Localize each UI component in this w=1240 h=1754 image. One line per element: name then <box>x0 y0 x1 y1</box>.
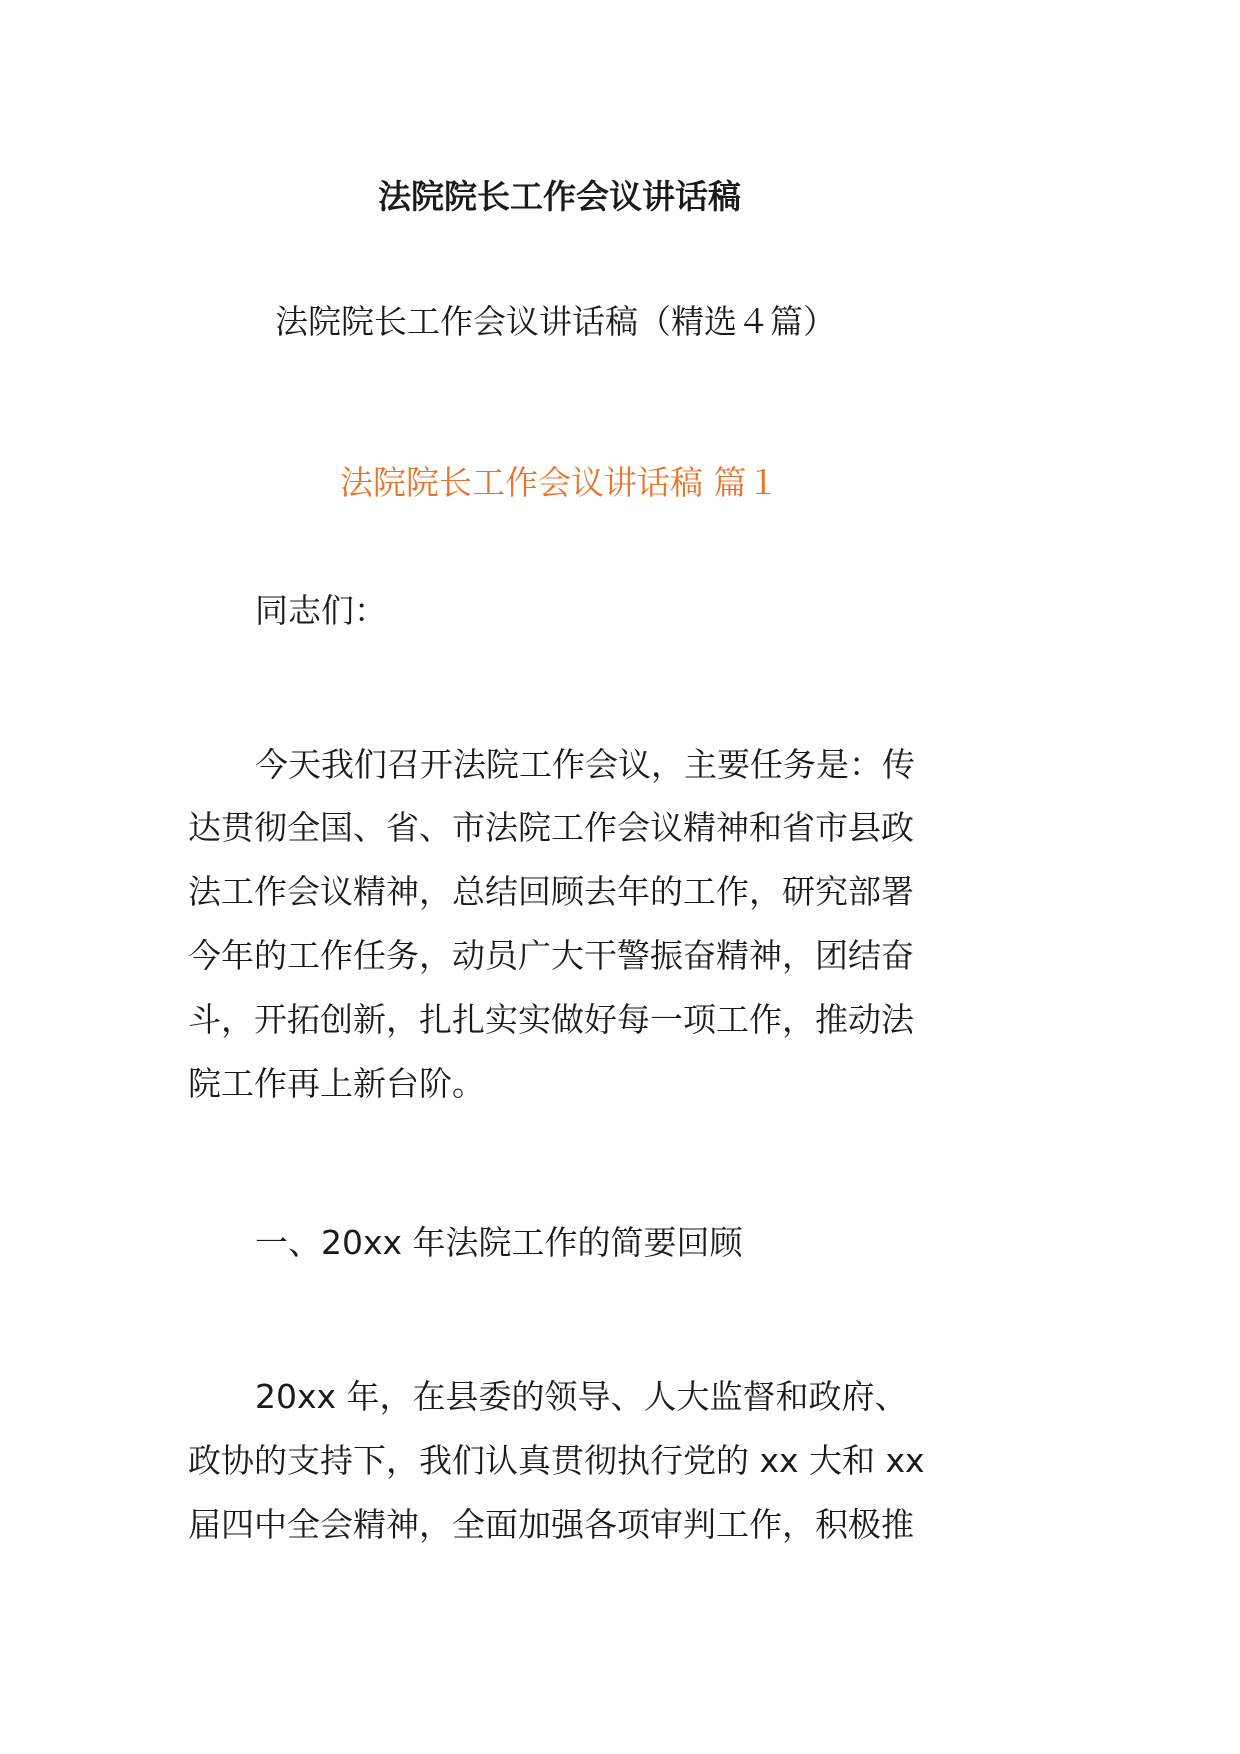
paragraph-line: 今年的工作任务，动员广大干警振奋精神，团结奋 <box>188 936 914 975</box>
document-title: 法院院长工作会议讲话稿 <box>378 177 741 216</box>
paragraph-line: 届四中全会精神，全面加强各项审判工作，积极推 <box>188 1505 914 1544</box>
paragraph-line: 斗，开拓创新，扎扎实实做好每一项工作，推动法 <box>188 1000 914 1039</box>
paragraph-line: 政协的支持下，我们认真贯彻执行党的 xx 大和 xx <box>188 1441 925 1480</box>
section-heading: 法院院长工作会议讲话稿 篇１ <box>340 463 780 502</box>
section-subheading: 一、20xx 年法院工作的简要回顾 <box>255 1223 743 1262</box>
paragraph-line: 法工作会议精神，总结回顾去年的工作，研究部署 <box>188 872 914 911</box>
greeting: 同志们： <box>255 591 387 630</box>
paragraph-line: 20xx 年，在县委的领导、人大监督和政府、 <box>255 1377 908 1416</box>
paragraph-line: 今天我们召开法院工作会议，主要任务是：传 <box>255 745 915 784</box>
paragraph-line: 院工作再上新台阶。 <box>188 1064 485 1103</box>
paragraph-line: 达贯彻全国、省、市法院工作会议精神和省市县政 <box>188 808 914 847</box>
document-subtitle: 法院院长工作会议讲话稿（精选４篇） <box>275 302 836 341</box>
